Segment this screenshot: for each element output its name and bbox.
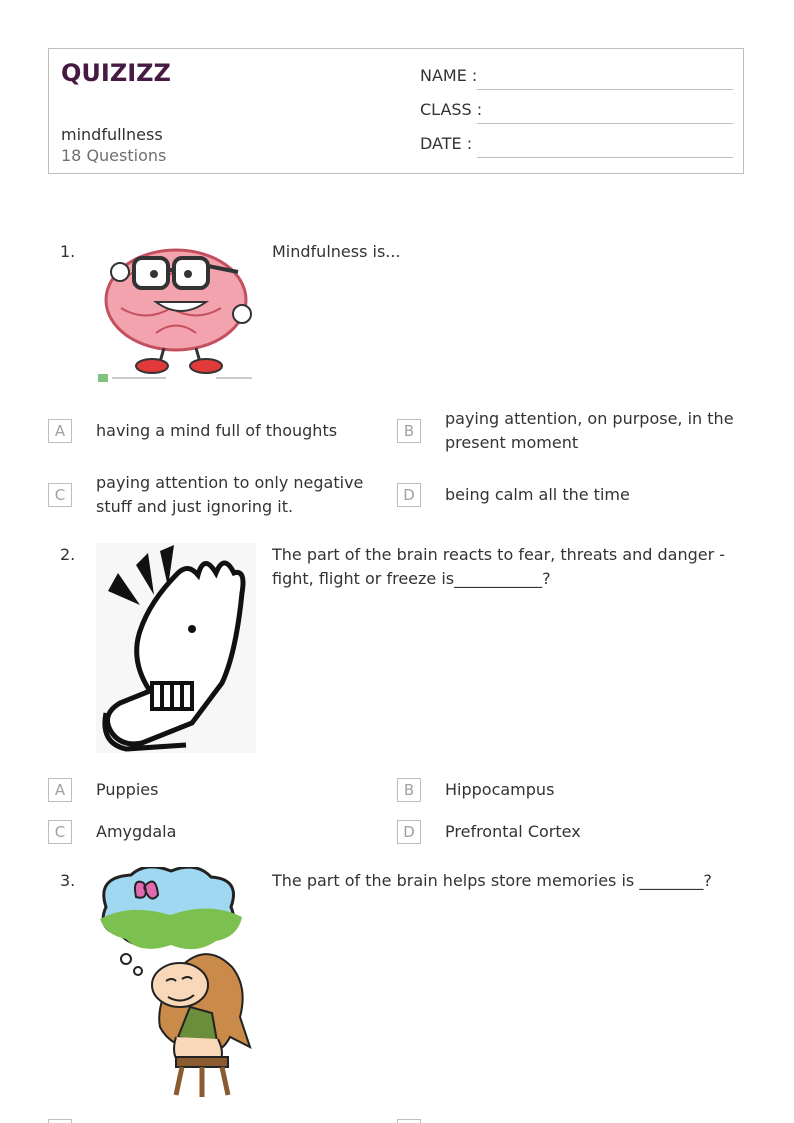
- option-d-box[interactable]: D: [397, 483, 421, 507]
- class-field[interactable]: [420, 100, 733, 124]
- option-c-box[interactable]: C: [48, 820, 72, 844]
- name-label: NAME :: [420, 66, 478, 85]
- date-field[interactable]: [420, 134, 733, 158]
- option-a-box[interactable]: A: [48, 419, 72, 443]
- option-c-text[interactable]: paying attention to only negative stuff and just ignoring it.: [96, 473, 364, 516]
- option-b-box[interactable]: [397, 1119, 421, 1123]
- option-b-text[interactable]: Hippocampus: [445, 780, 555, 799]
- option-b-text[interactable]: paying attention, on purpose, in the present moment: [445, 409, 734, 452]
- option-a-box[interactable]: [48, 1119, 72, 1123]
- option-b-box[interactable]: B: [397, 778, 421, 802]
- option-c-text[interactable]: Amygdala: [96, 822, 177, 841]
- question-text: Mindfulness is...: [272, 242, 401, 261]
- option-c-box[interactable]: C: [48, 483, 72, 507]
- brain-cartoon-image: [96, 238, 256, 384]
- question-number: 1.: [60, 242, 76, 261]
- date-line[interactable]: [477, 157, 733, 158]
- worksheet-title: mindfullness: [61, 125, 163, 144]
- option-d-box[interactable]: D: [397, 820, 421, 844]
- option-b-box[interactable]: B: [397, 419, 421, 443]
- question-text: The part of the brain reacts to fear, threats and danger - fight, flight or freeze is___________?: [272, 545, 726, 588]
- date-label: DATE :: [420, 134, 473, 153]
- class-label: CLASS :: [420, 100, 483, 119]
- option-a-text[interactable]: having a mind full of thoughts: [96, 421, 338, 440]
- scared-cartoon-image: [96, 543, 256, 753]
- class-line[interactable]: [477, 123, 733, 124]
- daydreaming-cartoon-image: [96, 867, 256, 1099]
- option-d-text[interactable]: being calm all the time: [445, 485, 630, 504]
- name-line[interactable]: [477, 89, 733, 90]
- quizizz-logo: QUIZIZZ: [61, 59, 171, 87]
- option-a-box[interactable]: A: [48, 778, 72, 802]
- question-number: 2.: [60, 545, 76, 564]
- option-d-text[interactable]: Prefrontal Cortex: [445, 822, 581, 841]
- question-count: 18 Questions: [61, 146, 167, 165]
- question-number: 3.: [60, 871, 76, 890]
- name-field[interactable]: [420, 66, 733, 90]
- question-text: The part of the brain helps store memories is ________?: [272, 871, 712, 890]
- worksheet-header: [48, 48, 744, 174]
- option-a-text[interactable]: Puppies: [96, 780, 159, 799]
